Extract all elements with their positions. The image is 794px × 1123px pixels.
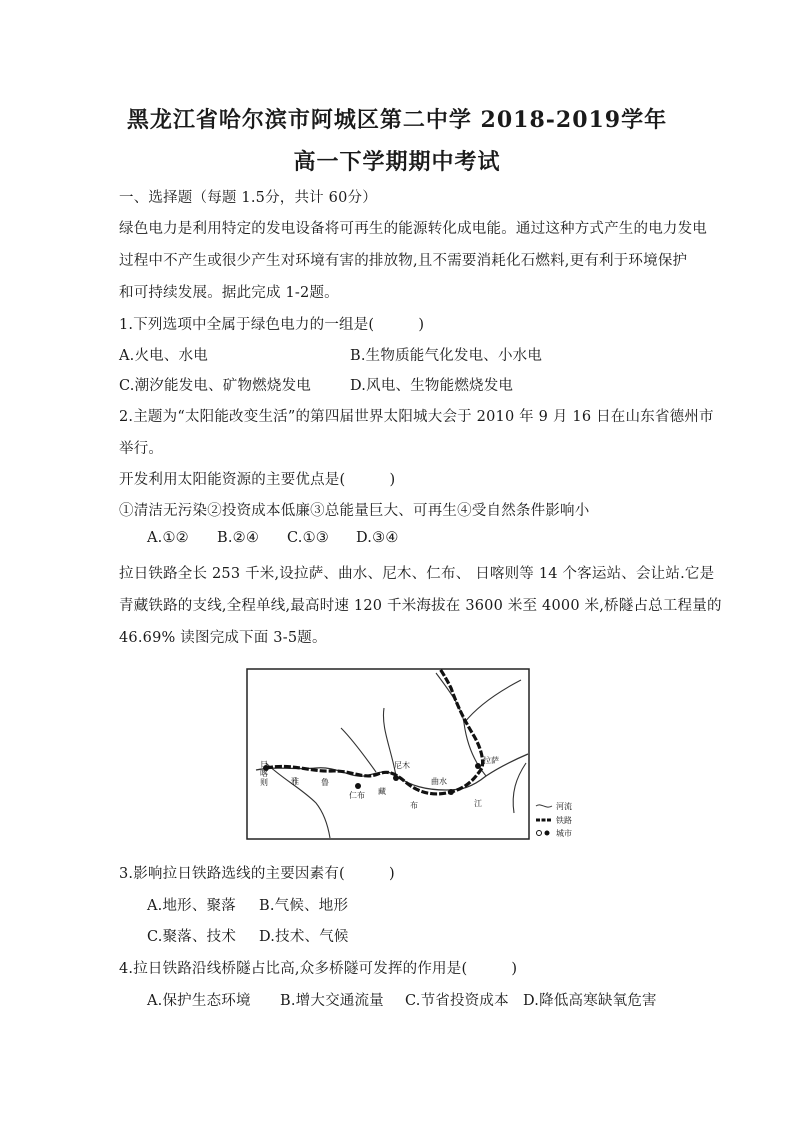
doc-title-line1: 黑龙江省哈尔滨市阿城区第二中学 2018-2019学年 bbox=[126, 107, 668, 133]
q1-option-d[interactable]: D.风电、生物能燃烧发电 bbox=[350, 378, 514, 394]
q2-stem-line3: 开发利用太阳能资源的主要优点是( ) bbox=[119, 472, 396, 488]
label-renbu: 仁布 bbox=[349, 791, 365, 800]
label-rikaze-1: 日 bbox=[260, 760, 268, 769]
city-renbu-dot bbox=[355, 783, 361, 789]
river-char-5: 江 bbox=[474, 799, 482, 808]
passage2-line3: 46.69% 读图完成下面 3-5题。 bbox=[119, 630, 327, 646]
q1-option-a[interactable]: A.火电、水电 bbox=[119, 348, 208, 364]
q3-option-a[interactable]: A.地形、聚落 bbox=[147, 898, 236, 914]
river-char-3: 藏 bbox=[378, 787, 386, 796]
q4-options bbox=[147, 989, 657, 1010]
legend-river-symbol bbox=[536, 805, 552, 807]
map-frame bbox=[247, 669, 529, 839]
q2-option-a[interactable]: A.①② bbox=[147, 530, 189, 546]
river-char-4: 布 bbox=[410, 801, 418, 810]
q2-options bbox=[147, 530, 399, 546]
passage2-line1: 拉日铁路全长 253 千米,设拉萨、曲水、尼木、仁布、 日喀则等 14 个客运站、会让站.它是 bbox=[119, 566, 715, 582]
q4-option-c[interactable]: C.节省投资成本 bbox=[405, 993, 509, 1009]
q2-items: ①清洁无污染②投资成本低廉③总能量巨大、可再生④受自然条件影响小 bbox=[119, 503, 590, 519]
label-qushui: 曲水 bbox=[431, 777, 447, 786]
map-legend bbox=[536, 801, 572, 838]
q2-option-b[interactable]: B.②④ bbox=[217, 530, 260, 546]
q1-options-row2 bbox=[119, 374, 679, 395]
q3-options-row2 bbox=[147, 925, 349, 946]
city-lasa-dot bbox=[475, 763, 481, 769]
legend-railway-label: 铁路 bbox=[556, 816, 572, 825]
q4-option-d[interactable]: D.降低高寒缺氧危害 bbox=[523, 993, 657, 1009]
label-rikaze-2: 喀 bbox=[260, 769, 268, 778]
q1-option-b[interactable]: B.生物质能气化发电、小水电 bbox=[350, 348, 543, 364]
railway-map bbox=[246, 668, 586, 844]
q2-option-c[interactable]: C.①③ bbox=[287, 530, 329, 546]
legend-city-symbol-open bbox=[537, 831, 542, 836]
legend-city-label: 城市 bbox=[556, 829, 572, 838]
q1-options-row1 bbox=[119, 344, 679, 365]
river-char-1: 雅 bbox=[291, 777, 299, 786]
section-heading: 一、选择题（每题 1.5分，共计 60分） bbox=[119, 190, 377, 206]
legend-river-label: 河流 bbox=[556, 802, 572, 811]
doc-title-line2: 高一下学期期中考试 bbox=[293, 149, 501, 175]
label-rikaze-3: 则 bbox=[260, 778, 268, 787]
q3-stem: 3.影响拉日铁路选线的主要因素有( ) bbox=[119, 866, 395, 882]
passage1-line1: 绿色电力是利用特定的发电设备将可再生的能源转化成电能。通过这种方式产生的电力发电 bbox=[119, 221, 707, 237]
q3-option-c[interactable]: C.聚落、技术 bbox=[147, 929, 237, 945]
label-nimu: 尼木 bbox=[394, 761, 410, 770]
label-lasa: 拉萨 bbox=[483, 756, 499, 765]
q4-option-a[interactable]: A.保护生态环境 bbox=[147, 993, 251, 1009]
q3-options-row1 bbox=[147, 894, 348, 915]
passage2-line2: 青藏铁路的支线,全程单线,最高时速 120 千米海拔在 3600 米至 4000 米,桥隧占总工程量的 bbox=[119, 598, 722, 614]
q3-option-d[interactable]: D.技术、气候 bbox=[259, 929, 349, 945]
q3-option-b[interactable]: B.气候、地形 bbox=[259, 898, 349, 914]
q1-option-c[interactable]: C.潮汐能发电、矿物燃烧发电 bbox=[119, 378, 311, 394]
q4-stem: 4.拉日铁路沿线桥隧占比高,众多桥隧可发挥的作用是( ) bbox=[119, 961, 518, 977]
legend-city-symbol-filled bbox=[545, 831, 550, 836]
q1-stem: 1.下列选项中全属于绿色电力的一组是( ) bbox=[119, 317, 425, 333]
river-char-2: 鲁 bbox=[321, 778, 329, 787]
city-qushui-dot bbox=[448, 789, 454, 795]
q2-option-d[interactable]: D.③④ bbox=[356, 530, 399, 546]
q2-stem-line2: 举行。 bbox=[119, 441, 164, 457]
q2-stem-line1: 2.主题为“太阳能改变生活”的第四届世界太阳城大会于 2010 年 9 月 16 日在山东省德州市 bbox=[119, 409, 714, 425]
passage1-line3: 和可持续发展。据此完成 1-2题。 bbox=[119, 285, 339, 301]
passage1-line2: 过程中不产生或很少产生对环境有害的排放物,且不需要消耗化石燃料,更有利于环境保护 bbox=[119, 253, 688, 269]
q4-option-b[interactable]: B.增大交通流量 bbox=[280, 993, 384, 1009]
city-nimu-dot bbox=[393, 775, 399, 781]
